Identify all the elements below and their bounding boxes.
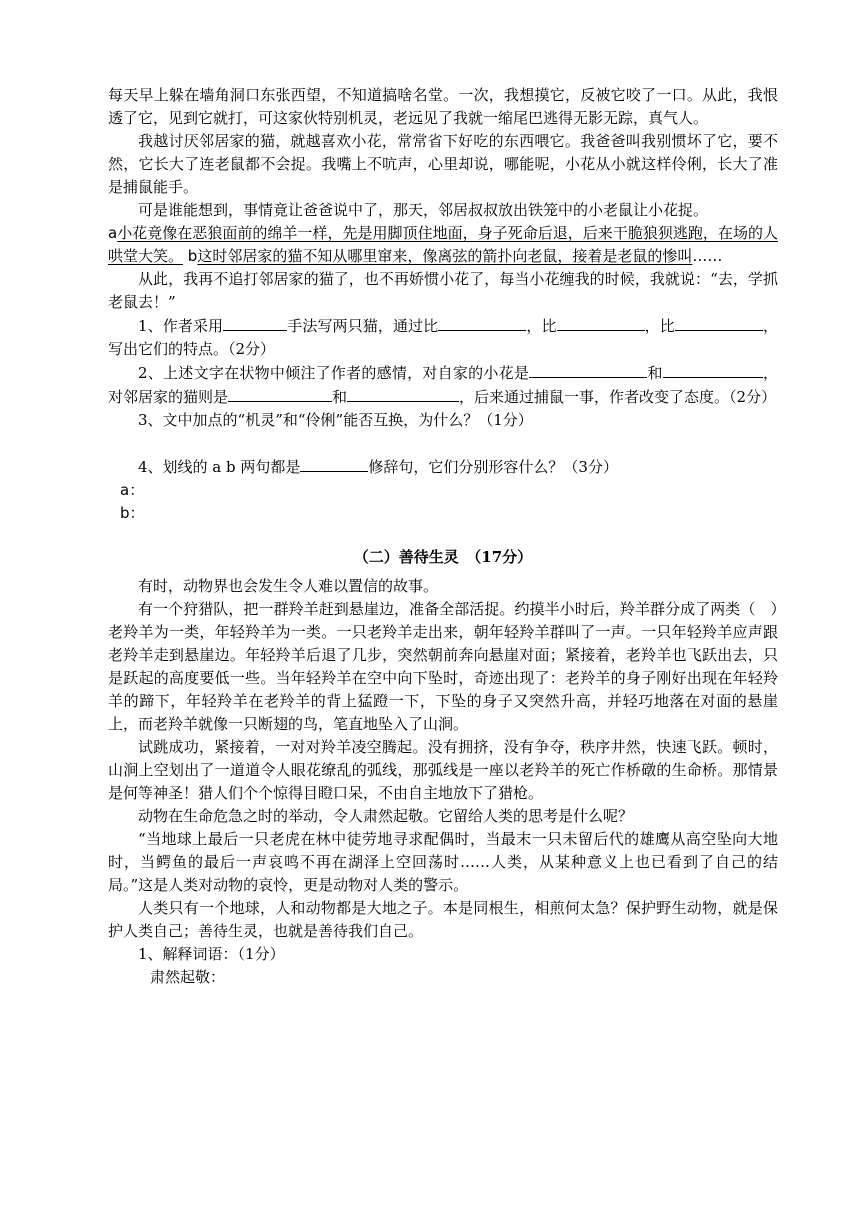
question-4-answer-a[interactable]: a：	[120, 481, 145, 499]
document-page	[108, 84, 778, 989]
question-1-text-e: ，写出它们的特点。（2分）	[108, 317, 778, 358]
question-1-text-a: 1、作者采用	[138, 317, 224, 335]
question-1-text-b: 手法写两只猫，通过比	[287, 317, 439, 335]
answer-blank-4[interactable]	[675, 314, 763, 331]
section-2-paragraph-3: 试跳成功，紧接着，一对对羚羊凌空腾起。没有拥挤，没有争夺，秩序井然，快速飞跃。顿时，山涧上空划出了一道道令人眼花缭乱的弧线，那弧线是一座以老羚羊的死亡作桥礅的生命桥。那情景是何等神圣！猎人们个个惊得目瞪口呆，不由自主地放下了猎枪。	[108, 738, 778, 802]
question-2-text-a: 2、上述文字在状物中倾注了作者的感情，对自家的小花是	[138, 364, 530, 382]
answer-blank-3[interactable]	[557, 314, 645, 331]
question-2-text-c: ，对邻居家的猫则是	[108, 364, 778, 406]
paragraph-2: 我越讨厌邻居家的猫，就越喜欢小花，常常省下好吃的东西喂它。我爸爸叫我别惯坏了它，要不然，它长大了连老鼠都不会捉。我嘴上不吭声，心里却说，哪能呢，小花从小就这样伶俐，长大了准是捕鼠能手。	[108, 132, 778, 196]
section-2-question-1: 1、解释词语：（1分）	[138, 945, 285, 963]
sentence-a-underlined: 小花竟像在恶狼面前的绵羊一样，先是用脚顶住地面，身子死命后退，后来干脆狼狈逃跑，在场的人哄堂大笑。	[108, 224, 778, 265]
answer-blank-2[interactable]	[438, 314, 526, 331]
vocabulary-term[interactable]: 肃然起敬：	[150, 968, 226, 986]
section-2-paragraph-2: 有一个狩猎队，把一群羚羊赶到悬崖边，准备全部活捉。约摸半小时后，羚羊群分成了两类（ ）老羚羊为一类，年轻羚羊为一类。一只老羚羊走出来，朝年轻羚羊群叫了一声。一只年轻羚羊应声跟老羚羊走到悬崖边。年轻羚羊后退了几步，突然朝前奔向悬崖对面；紧接着，老羚羊也飞跃出去，只是跃起的高度要低一些。当年轻羚羊在空中向下坠时，奇迹出现了：老羚羊的身子刚好出现在年轻羚羊的蹄下，年轻羚羊在老羚羊的背上猛蹬一下，下坠的身子又突然升高，并轻巧地落在对面的悬崖上，而老羚羊就像一只断翅的鸟，笔直地坠入了山涧。	[108, 600, 778, 733]
section-2-title: （二）善待生灵 （17分）	[353, 548, 533, 566]
paragraph-1-rest: 此，我恨透了它，见到它就打，可这家伙特别机灵，老远见了我就一缩尾巴逃得无影无踪，真气人。	[108, 86, 778, 127]
paragraph-1-line1: 每天早上躲在墙角洞口东张西望，不知道搞啥名堂。一次，我想摸它，反被它咬了一口。从	[108, 86, 718, 104]
question-4-text-a: 4、划线的 a b 两句都是	[138, 458, 301, 476]
question-4-text-b: 修辞句，它们分别形容什么？（3分）	[368, 458, 618, 476]
answer-blank-9[interactable]	[300, 455, 368, 472]
paragraph-4-underlined-sentences	[108, 222, 778, 268]
question-2	[108, 361, 778, 409]
section-2-paragraph-5: “当地球上最后一只老虎在林中徒劳地寻求配偶时，当最末一只未留后代的雄鹰从高空坠向大地时，当鳄鱼的最后一声哀鸣不再在湖泽上空回荡时……人类，从某种意义上也已看到了自己的结局。”这是人类对动物的哀怜，更是动物对人类的警示。	[108, 830, 778, 894]
question-1	[108, 314, 778, 361]
answer-blank-7[interactable]	[228, 385, 332, 402]
answer-blank-6[interactable]	[663, 361, 763, 378]
paragraph-1	[108, 84, 778, 130]
paragraph-5: 从此，我再不追打邻居家的猫了，也不再娇惯小花了，每当小花缠我的时候，我就说：“去，学抓老鼠去！”	[108, 270, 778, 311]
answer-blank-1[interactable]	[223, 314, 287, 331]
answer-blank-8[interactable]	[347, 385, 459, 402]
sentence-a-label: a	[108, 224, 118, 242]
sentence-b-underlined: 这时邻居家的猫不知从哪里窜来，像离弦的箭扑向老鼠，接着是老鼠的惨叫	[197, 247, 693, 265]
question-1-text-c: ，比	[526, 317, 557, 335]
section-2-paragraph-1: 有时，动物界也会发生令人难以置信的故事。	[138, 577, 439, 595]
question-2-text-b: 和	[647, 364, 663, 382]
question-2-text-d: 和	[332, 388, 348, 406]
section-2-paragraph-4: 动物在生命危急之时的举动，令人肃然起敬。它留给人类的思考是什么呢？	[138, 807, 634, 825]
question-4-answer-b[interactable]: b：	[120, 504, 145, 522]
ellipsis: ……	[692, 247, 723, 265]
answer-blank-5[interactable]	[529, 361, 647, 378]
question-3: 3、文中加点的“机灵”和“伶俐”能否互换，为什么？（1分）	[138, 411, 533, 429]
paragraph-3: 可是谁能想到，事情竟让爸爸说中了，那天，邻居叔叔放出铁笼中的小老鼠让小花捉。	[138, 201, 709, 219]
question-1-text-d: ，比	[644, 317, 675, 335]
question-4	[108, 455, 778, 479]
sentence-b-label: b	[187, 247, 198, 265]
question-2-text-e: ，后来通过捕鼠一事，作者改变了态度。（2分）	[459, 388, 777, 406]
section-2-paragraph-6: 人类只有一个地球，人和动物都是大地之子。本是同根生，相煎何太急？保护野生动物，就是保护人类自己；善待生灵，也就是善待我们自己。	[108, 899, 778, 940]
answer-space[interactable]	[108, 432, 778, 455]
